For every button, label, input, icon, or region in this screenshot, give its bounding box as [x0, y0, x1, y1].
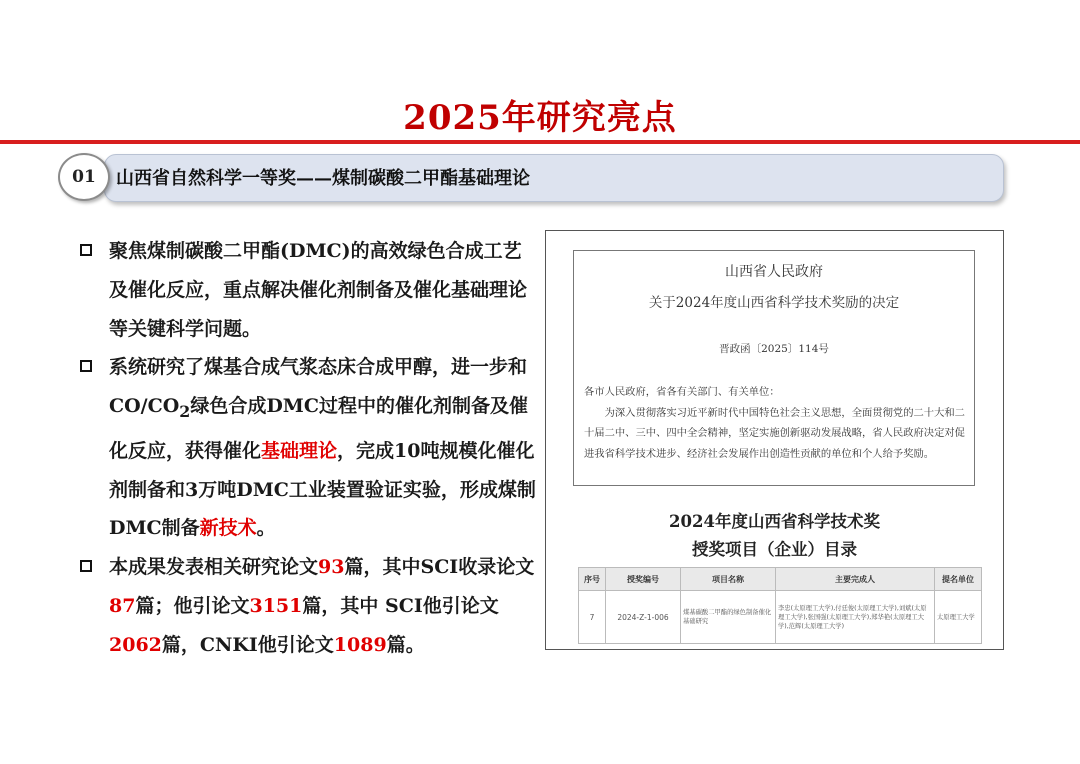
page-title: 2025年研究亮点 [403, 98, 677, 138]
notice-salutation: 各市人民政府，省各有关部门、有关单位： [584, 386, 780, 398]
award-list-title-line1: 2024年度山西省科学技术奖 [669, 512, 880, 531]
title-divider [0, 140, 1080, 144]
table-header: 序号 [579, 568, 606, 591]
award-list-title [545, 508, 1004, 564]
bullet-text: 本成果发表相关研究论文93篇，其中SCI收录论文87篇；他引论文3151篇，其中 SCI他引论文2062篇，CNKI他引论文1089篇。 [109, 556, 535, 656]
highlight-new-technology: 新技术 [199, 517, 257, 540]
notice-title: 关于2024年度山西省科学技术奖励的决定 [648, 295, 900, 311]
table-header: 项目名称 [681, 568, 776, 591]
square-bullet-icon [80, 244, 92, 256]
sci-paper-count: 87 [109, 594, 136, 617]
table-cell: 李忠(太原理工大学),付廷俊(太原理工大学),刘斌(太原理工大学),张国强(太原理工大学),郑华艳(太原理工大学),范辉(太原理工大学) [776, 591, 935, 644]
award-list-title-line2: 授奖项目（企业）目录 [692, 540, 857, 559]
government-notice [573, 250, 975, 486]
section-number-badge: 01 [58, 153, 110, 201]
citation-count: 3151 [249, 594, 303, 617]
table-header: 主要完成人 [776, 568, 935, 591]
table-cell: 7 [579, 591, 606, 644]
highlight-bullets [78, 232, 538, 665]
bullet-item [78, 548, 538, 664]
table-cell: 煤基碳酸二甲酯的绿色制备催化基础研究 [681, 591, 776, 644]
table-cell: 太原理工大学 [935, 591, 982, 644]
section-title: 山西省自然科学一等奖——煤制碳酸二甲酯基础理论 [116, 168, 530, 189]
square-bullet-icon [80, 560, 92, 572]
table-cell: 2024-Z-1-006 [606, 591, 681, 644]
square-bullet-icon [80, 360, 92, 372]
bullet-text: 聚焦煤制碳酸二甲酯(DMC)的高效绿色合成工艺及催化反应，重点解决催化剂制备及催化基础理论等关键科学问题。 [109, 240, 528, 340]
bullet-item [78, 348, 538, 548]
notice-doc-number: 晋政函〔2025〕114号 [719, 343, 829, 355]
notice-body [584, 382, 968, 464]
sci-citation-count: 2062 [109, 633, 162, 656]
table-header: 提名单位 [935, 568, 982, 591]
notice-issuer: 山西省人民政府 [725, 264, 823, 280]
highlight-basic-theory: 基础理论 [261, 439, 338, 462]
table-row [579, 591, 982, 644]
bullet-text: 系统研究了煤基合成气浆态床合成甲醇，进一步和 $CO/CO_2$绿色合成DMC过程中的催化剂制备及催化反应，获得催化基础理论，完成10吨规模化催化剂制备和3万吨DMC工业装置验证实验，形成煤制DMC制备新技术。 [109, 356, 536, 540]
notice-paragraph: 为深入贯彻落实习近平新时代中国特色社会主义思想，全面贯彻党的二十大和二十届二中、三中、四中全会精神，坚定实施创新驱动发展战略，省人民政府决定对促进我省科学技术进步、经济社会发展作出创造性贡献的单位和个人给予奖励。 [584, 406, 965, 460]
paper-count: 93 [318, 556, 345, 579]
table-header: 授奖编号 [606, 568, 681, 591]
award-table [578, 567, 982, 644]
bullet-item [78, 232, 538, 348]
subscript-2: 2 [179, 401, 191, 421]
cnki-citation-count: 1089 [333, 633, 387, 656]
